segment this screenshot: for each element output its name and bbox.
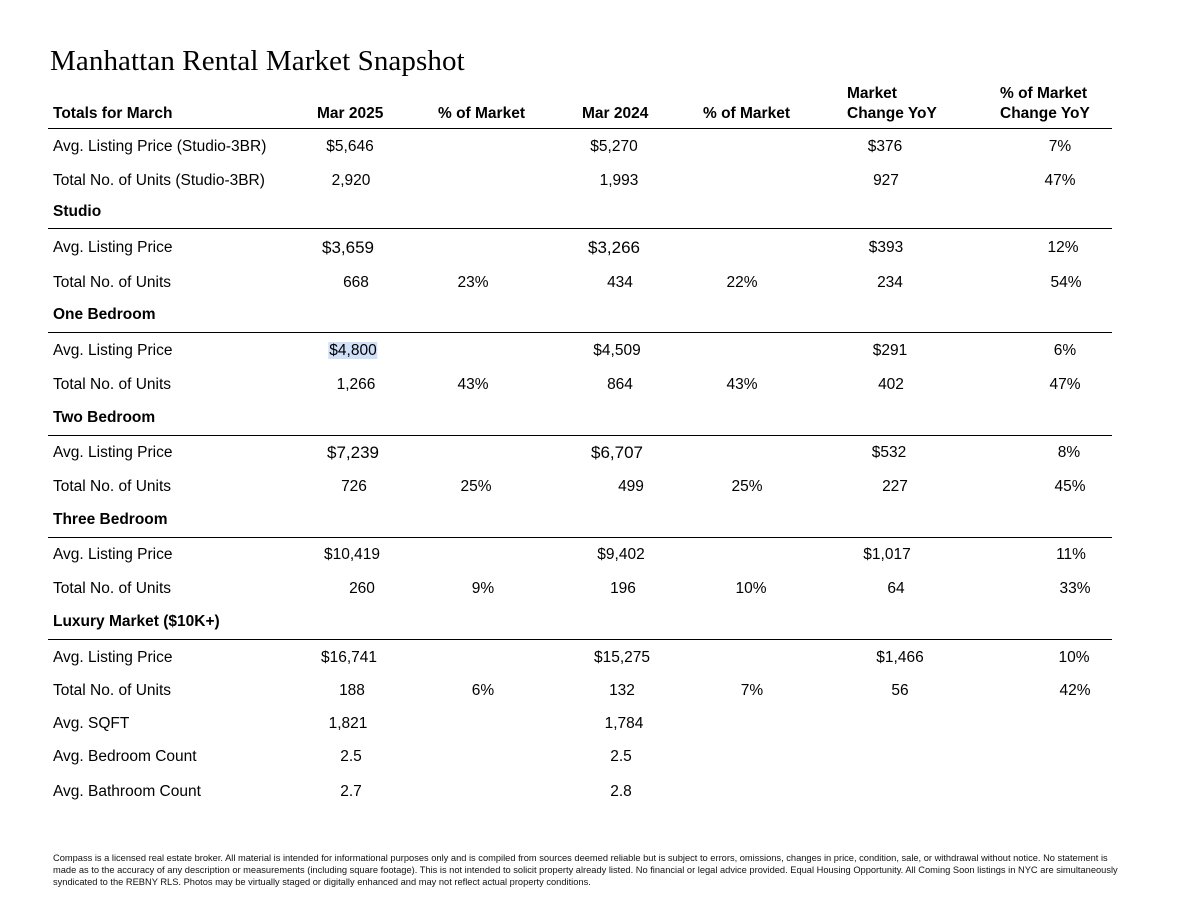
value-mar-2025: 726: [341, 478, 367, 495]
market-change-yoy: 227: [882, 478, 908, 495]
pct-change-yoy: 47%: [1049, 376, 1081, 393]
row-label: Total No. of Units: [53, 478, 172, 495]
pct-change-yoy: 6%: [1053, 342, 1077, 359]
col-header-market-change-yoy: [847, 84, 937, 124]
pct-change-yoy: 54%: [1050, 274, 1082, 291]
value-mar-2024: 1,784: [604, 715, 644, 732]
row-label: Avg. Listing Price: [53, 342, 173, 359]
table-row: [0, 136, 1193, 158]
value-mar-2024: 196: [610, 580, 636, 597]
value-mar-2025: 188: [339, 682, 365, 699]
value-mar-2024: 864: [607, 376, 633, 393]
table-row: [0, 544, 1193, 566]
section-heading-luxury-market: Luxury Market ($10K+): [53, 613, 220, 630]
market-change-yoy: 64: [887, 580, 905, 597]
col-header-pct-2024: % of Market: [703, 105, 790, 122]
market-change-yoy: $532: [871, 444, 907, 461]
value-mar-2025: 2.7: [340, 783, 362, 800]
col-header-mar-2024: Mar 2024: [582, 105, 649, 122]
pct-change-yoy: 47%: [1044, 172, 1076, 189]
section-rule: [48, 228, 1112, 229]
value-mar-2024: $15,275: [593, 649, 651, 666]
section-heading-studio: Studio: [53, 203, 102, 220]
value-mar-2025: 1,821: [328, 715, 368, 732]
value-mar-2025: $7,239: [327, 443, 379, 462]
row-label: Avg. Listing Price: [53, 546, 173, 563]
market-change-yoy: $1,017: [863, 546, 911, 563]
pct-change-yoy: 8%: [1057, 444, 1081, 461]
pct-mar-2024: 22%: [726, 274, 758, 291]
row-label: Avg. Listing Price (Studio-3BR): [53, 138, 267, 155]
selected-text-highlight[interactable]: $4,800: [329, 342, 377, 359]
market-change-yoy: $1,466: [876, 649, 924, 666]
value-mar-2024: $6,707: [591, 443, 643, 462]
row-label: Avg. Bedroom Count: [53, 748, 197, 765]
row-label: Avg. Listing Price: [53, 649, 173, 666]
table-row: [0, 272, 1193, 294]
market-change-yoy: $376: [867, 138, 903, 155]
market-change-yoy: 927: [873, 172, 899, 189]
col-header-pct-change-line1: % of Market: [1000, 85, 1087, 102]
value-mar-2025: $16,741: [320, 649, 378, 666]
section-heading-two-bedroom: Two Bedroom: [53, 409, 156, 426]
col-header-label: Totals for March: [53, 105, 173, 122]
header-rule: [48, 128, 1112, 129]
pct-mar-2024: 25%: [731, 478, 763, 495]
col-header-mar-2025: Mar 2025: [317, 105, 384, 122]
value-mar-2025: 1,266: [336, 376, 376, 393]
row-label: Total No. of Units: [53, 376, 172, 393]
value-mar-2024: 434: [607, 274, 633, 291]
page-title: Manhattan Rental Market Snapshot: [50, 45, 465, 77]
col-header-pct-change-line2: Change YoY: [1000, 105, 1090, 122]
value-mar-2025: $10,419: [323, 546, 381, 563]
value-mar-2024: 2.8: [610, 783, 632, 800]
pct-change-yoy: 11%: [1056, 546, 1086, 563]
col-header-market-change-line2: Change YoY: [847, 105, 937, 122]
col-header-pct-2025: % of Market: [438, 105, 525, 122]
value-mar-2024: 132: [609, 682, 635, 699]
pct-mar-2025: 23%: [457, 274, 489, 291]
value-mar-2024: 2.5: [610, 748, 632, 765]
section-rule: [48, 639, 1112, 640]
pct-mar-2024: 10%: [735, 580, 767, 597]
pct-change-yoy: 45%: [1054, 478, 1086, 495]
value-mar-2024: $4,509: [593, 342, 641, 359]
pct-mar-2025: 25%: [460, 478, 492, 495]
row-label: Avg. Listing Price: [53, 239, 173, 256]
row-label: Total No. of Units: [53, 274, 172, 291]
pct-mar-2025: 9%: [471, 580, 495, 597]
pct-change-yoy: 10%: [1058, 649, 1090, 666]
value-mar-2025: $3,659: [322, 238, 374, 257]
value-mar-2024: 1,993: [599, 172, 639, 189]
row-label: Total No. of Units: [53, 682, 172, 699]
table-row: [0, 442, 1193, 464]
value-mar-2024: $5,270: [590, 138, 638, 155]
pct-change-yoy: 7%: [1048, 138, 1072, 155]
value-mar-2025: 668: [343, 274, 369, 291]
value-mar-2024: $3,266: [588, 238, 640, 257]
value-mar-2025[interactable]: [328, 340, 377, 362]
col-header-market-change-line1: Market: [847, 85, 897, 102]
section-rule: [48, 332, 1112, 333]
table-row: [0, 680, 1193, 702]
value-mar-2024: 499: [618, 478, 644, 495]
table-row: [0, 713, 1193, 735]
section-rule: [48, 435, 1112, 436]
value-mar-2025: $5,646: [326, 138, 374, 155]
pct-mar-2024: 7%: [740, 682, 764, 699]
row-label: Avg. SQFT: [53, 715, 130, 732]
pct-change-yoy: 42%: [1059, 682, 1091, 699]
table-row: [0, 578, 1193, 600]
pct-mar-2025: 6%: [471, 682, 495, 699]
table-row: [0, 170, 1193, 192]
market-change-yoy: 234: [877, 274, 903, 291]
row-label: Avg. Listing Price: [53, 444, 173, 461]
row-label: Total No. of Units (Studio-3BR): [53, 172, 265, 189]
row-label: Total No. of Units: [53, 580, 172, 597]
table-row: [0, 374, 1193, 396]
value-mar-2025: 2.5: [340, 748, 362, 765]
section-heading-three-bedroom: Three Bedroom: [53, 511, 168, 528]
pct-mar-2025: 43%: [457, 376, 489, 393]
section-rule: [48, 537, 1112, 538]
col-header-pct-market-change-yoy: [1000, 84, 1090, 124]
section-heading-one-bedroom: One Bedroom: [53, 306, 156, 323]
market-change-yoy: 56: [891, 682, 909, 699]
row-label: Avg. Bathroom Count: [53, 783, 201, 800]
table-row: [0, 476, 1193, 498]
market-change-yoy: $393: [868, 239, 904, 256]
legal-disclaimer: Compass is a licensed real estate broker. All material is intended for informational purposes only and is compiled from sources deemed reliable but is subject to errors, omissions, changes in price, condition, sale, or withdrawal without notice. No statement is made as to the accuracy of any description or measurements (including square footage). This is not intended to solicit property already listed. No financial or legal advice provided. Equal Housing Opportunity. All Coming Soon listings in NYC are simultaneously syndicated to the REBNY RLS. Photos may be virtually staged or digitally enhanced and may not reflect actual property conditions.: [53, 853, 1118, 887]
value-mar-2024: $9,402: [597, 546, 645, 563]
table-row: [0, 746, 1193, 768]
value-mar-2025: 2,920: [331, 172, 371, 189]
table-row: [0, 237, 1193, 259]
market-change-yoy: $291: [872, 342, 908, 359]
value-mar-2025: 260: [349, 580, 375, 597]
pct-change-yoy: 12%: [1047, 239, 1079, 256]
pct-mar-2024: 43%: [726, 376, 758, 393]
table-row: [0, 647, 1193, 669]
market-change-yoy: 402: [878, 376, 904, 393]
table-row: [0, 781, 1193, 803]
pct-change-yoy: 33%: [1059, 580, 1091, 597]
table-row: [0, 340, 1193, 362]
